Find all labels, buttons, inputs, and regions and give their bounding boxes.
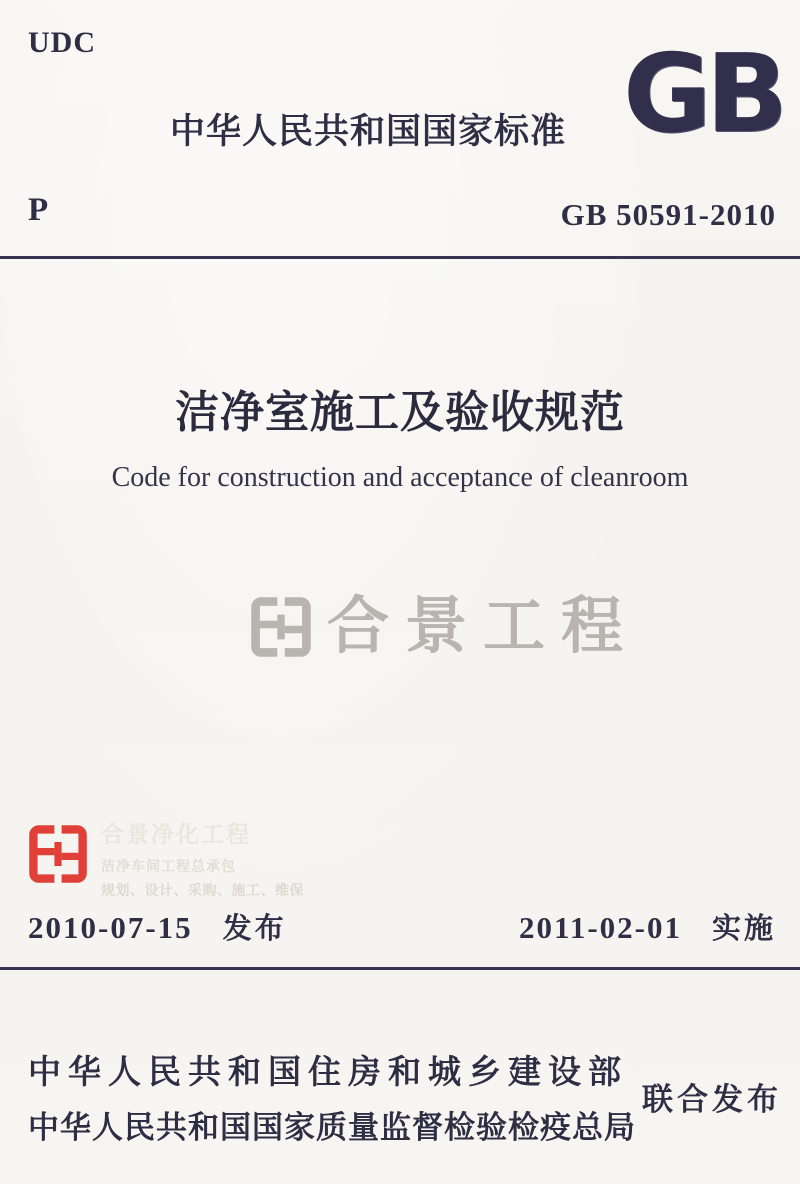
publishers-block — [28, 1046, 780, 1147]
company-badge — [28, 816, 304, 900]
implement-date-group — [519, 906, 776, 947]
dates-row — [28, 906, 776, 947]
watermark-text: 合景工程 — [327, 592, 640, 661]
joint-publish-label: 联合发布 — [642, 1082, 782, 1117]
publisher-line-2: 中华人民共和国国家质量监督检验检疫总局 — [28, 1110, 636, 1145]
company-tagline-1: 洁净车间工程总承包 — [101, 858, 236, 874]
interlock-h-logo-icon — [250, 596, 312, 658]
publisher-lines — [28, 1046, 636, 1147]
gb-emblem-logo: GB — [623, 32, 782, 157]
top-divider — [0, 256, 800, 259]
standard-number: GB 50591-2010 — [560, 197, 776, 232]
issue-date-group — [28, 906, 287, 947]
company-logo-icon — [28, 824, 88, 884]
document-title-en: Code for construction and acceptance of cleanroom — [111, 462, 689, 493]
company-name: 合景净化工程 — [101, 821, 251, 847]
issue-date: 2010-07-15 — [28, 910, 193, 945]
company-tagline-2: 规划、设计、采购、施工、维保 — [101, 882, 304, 898]
classification-label: P — [28, 192, 49, 228]
implement-label: 实施 — [711, 913, 776, 945]
publisher-line-1: 中华人民共和国住房和城乡建设部 — [28, 1053, 628, 1090]
issue-label: 发布 — [222, 913, 287, 945]
implement-date: 2011-02-01 — [519, 910, 682, 945]
bottom-divider — [0, 967, 800, 970]
watermark — [250, 592, 640, 661]
document-title-cn: 洁净室施工及验收规范 — [175, 388, 625, 437]
udc-label: UDC — [28, 26, 96, 59]
company-text — [101, 816, 304, 900]
national-standard-header: 中华人民共和国国家标准 — [170, 112, 567, 151]
